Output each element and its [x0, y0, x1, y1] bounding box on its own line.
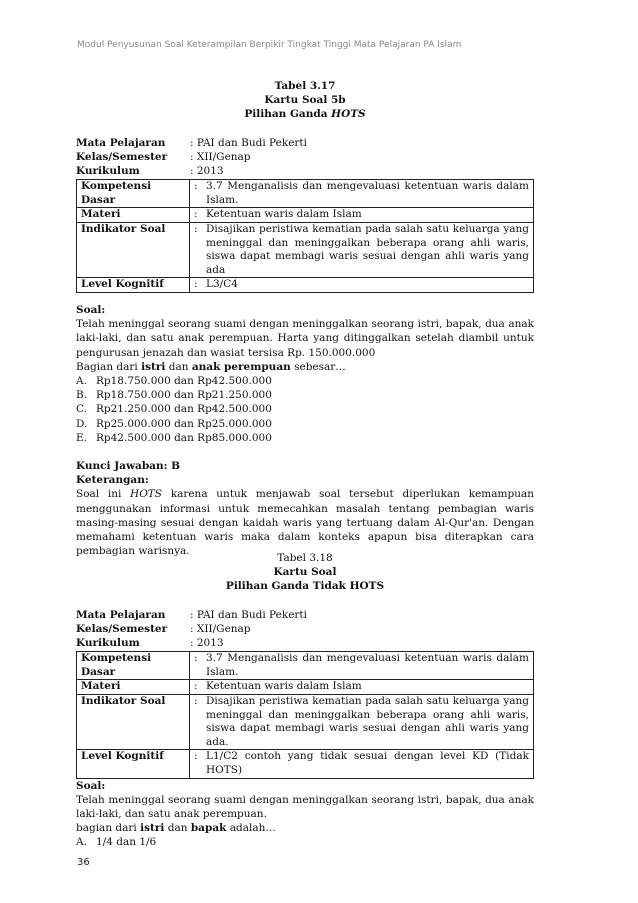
- soal-question: [76, 821, 534, 835]
- question-text: dan: [165, 360, 192, 373]
- question-emphasis: istri: [141, 360, 166, 373]
- page-number: 36: [77, 857, 90, 868]
- meta-key: Kelas/Semester: [76, 622, 168, 635]
- row-colon: :: [194, 278, 198, 291]
- row-value-cell: [190, 695, 534, 750]
- soal-text: Telah meninggal seorang suami dengan meninggalkan seorang istri, bapak, dua anak laki-laki, dan satu anak perempuan.: [76, 793, 534, 820]
- option-letter: D.: [76, 417, 88, 430]
- question-text: Bagian dari: [76, 360, 142, 373]
- row-value-cell: [190, 652, 534, 680]
- meta-value: : 2013: [190, 165, 224, 178]
- question-emphasis: istri: [140, 822, 165, 835]
- row-colon: :: [194, 680, 198, 693]
- option-text: Rp42.500.000 dan Rp85.000.000: [96, 431, 272, 444]
- row-colon: :: [194, 180, 198, 193]
- row-colon: :: [194, 652, 198, 665]
- table-number: Tabel 3.17: [274, 80, 336, 92]
- option-text: Rp18.750.000 dan Rp21.250.000: [96, 389, 272, 402]
- meta-key: Kurikulum: [76, 637, 140, 650]
- option-letter: E.: [76, 431, 88, 444]
- option-text: 1/4 dan 1/6: [96, 836, 157, 849]
- meta-key: Mata Pelajaran: [76, 608, 166, 621]
- row-label: Kompetensi Dasar: [77, 652, 190, 680]
- option-text: Rp18.750.000 dan Rp42.500.000: [96, 374, 272, 387]
- row-label: Materi: [77, 208, 190, 223]
- row-label: Level Kognitif: [77, 278, 190, 293]
- keterangan-part: Soal ini: [76, 488, 131, 501]
- question-text: sebesar…: [290, 360, 346, 373]
- question-text: dan: [164, 822, 191, 835]
- option-text: Rp21.250.000 dan Rp42.500.000: [96, 403, 272, 416]
- row-value: L1/C2 contoh yang tidak sesuai dengan level KD (Tidak HOTS): [206, 750, 529, 776]
- table-row: [77, 180, 534, 208]
- option-letter: B.: [76, 389, 88, 402]
- row-colon: :: [194, 695, 198, 707]
- table-subtitle: [76, 107, 534, 121]
- row-label: Indikator Soal: [77, 695, 190, 750]
- meta-key: Kelas/Semester: [76, 150, 168, 163]
- row-value-cell: [190, 180, 534, 208]
- option-letter: A.: [76, 374, 87, 387]
- row-value-cell: [190, 278, 534, 293]
- row-value: 3.7 Menganalisis dan mengevaluasi ketentuan waris dalam Islam.: [206, 180, 529, 206]
- kartu-soal-5b-section: [76, 79, 534, 558]
- row-colon: :: [194, 208, 198, 221]
- table-title: Kartu Soal: [273, 566, 337, 579]
- row-label: Level Kognitif: [77, 750, 190, 778]
- kartu-soal-table: [76, 179, 534, 293]
- keterangan-italic: HOTS: [130, 488, 162, 501]
- kartu-soal-tidak-hots-section: [76, 551, 534, 850]
- table-subtitle: Pilihan Ganda Tidak HOTS: [225, 580, 385, 593]
- meta-row: [76, 622, 534, 636]
- table-row: [77, 223, 534, 278]
- option-text: Rp25.000.000 dan Rp25.000.000: [96, 417, 272, 430]
- option-letter: C.: [76, 403, 87, 416]
- answer-option: [76, 835, 534, 849]
- table-row: [77, 652, 534, 680]
- question-text: bagian dari: [76, 822, 141, 835]
- row-value-cell: [190, 223, 534, 278]
- table-row: [77, 695, 534, 750]
- row-colon: :: [194, 750, 198, 763]
- meta-row: [76, 150, 534, 164]
- table-row: [77, 680, 534, 695]
- row-label: Kompetensi Dasar: [77, 180, 190, 208]
- answer-option: [76, 402, 534, 416]
- row-colon: :: [194, 223, 198, 235]
- table-title: Kartu Soal 5b: [264, 94, 346, 107]
- keterangan-label: Keterangan:: [76, 474, 149, 487]
- answer-option: [76, 431, 534, 445]
- table-row: [77, 208, 534, 223]
- question-text: adalah…: [226, 822, 276, 835]
- meta-row: [76, 608, 534, 622]
- meta-row: [76, 636, 534, 650]
- meta-key: Kurikulum: [76, 165, 140, 178]
- answer-key: Kunci Jawaban: B: [76, 460, 181, 472]
- row-label: Indikator Soal: [77, 223, 190, 278]
- question-emphasis: anak perempuan: [191, 360, 291, 373]
- meta-value: : 2013: [190, 637, 224, 650]
- meta-row: [76, 136, 534, 150]
- kartu-soal-table: [76, 651, 534, 778]
- row-value: Ketentuan waris dalam Islam: [206, 208, 362, 221]
- meta-value: : PAI dan Budi Pekerti: [190, 608, 308, 621]
- table-subtitle-italic: HOTS: [331, 108, 366, 121]
- answer-option: [76, 374, 534, 388]
- row-value: L3/C4: [206, 278, 238, 291]
- meta-row: [76, 164, 534, 178]
- row-label: Materi: [77, 680, 190, 695]
- row-value-cell: [190, 750, 534, 778]
- row-value-cell: [190, 680, 534, 695]
- option-letter: A.: [76, 836, 87, 849]
- running-header: Modul Penyusunan Soal Keterampilan Berpikir Tingkat Tinggi Mata Pelajaran PA Islam: [77, 40, 462, 50]
- soal-label: Soal:: [76, 303, 106, 316]
- answer-option: [76, 417, 534, 431]
- table-subtitle-text: Pilihan Ganda: [244, 108, 332, 121]
- meta-value: : XII/Genap: [190, 150, 251, 163]
- table-row: [77, 750, 534, 778]
- answer-option: [76, 388, 534, 402]
- table-number: Tabel 3.18: [277, 552, 333, 564]
- row-value: 3.7 Menganalisis dan mengevaluasi ketentuan waris dalam Islam.: [206, 652, 529, 678]
- soal-label: Soal:: [76, 779, 106, 792]
- row-value-cell: [190, 208, 534, 223]
- keterangan-part: karena untuk menjawab soal tersebut diperlukan kemampuan menggunakan informasi untuk memecahkan masalah tentang pembagian waris masing-masing sesuai dengan kaidah waris yang tertuang dalam Al-Qur'an. Dengan memahami ketentuan waris maka dalam konteks apapun bisa diterapkan cara pembagian warisnya.: [76, 488, 534, 558]
- meta-value: : PAI dan Budi Pekerti: [190, 136, 308, 149]
- table-row: [77, 278, 534, 293]
- soal-text: Telah meninggal seorang suami dengan meninggalkan seorang istri, bapak, dua anak laki-laki, dan satu anak perempuan. Harta yang ditinggalkan setelah diambil untuk pengurusan jenazah dan wasiat tersisa Rp. 150.000.000: [76, 318, 534, 359]
- keterangan-text: [76, 487, 534, 558]
- row-value: Ketentuan waris dalam Islam: [206, 680, 362, 693]
- soal-question: [76, 360, 534, 374]
- meta-value: : XII/Genap: [190, 622, 251, 635]
- question-emphasis: bapak: [190, 822, 227, 835]
- row-value: Disajikan peristiwa kematian pada salah satu keluarga yang meninggal dan meninggalkan beberapa orang ahli waris, siswa dapat membagi waris sesuai dengan ahli waris yang ada: [206, 223, 529, 276]
- meta-key: Mata Pelajaran: [76, 136, 166, 149]
- row-value: Disajikan peristiwa kematian pada salah satu keluarga yang meninggal dan meninggalkan beberapa orang ahli waris, siswa dapat membagi waris sesuai dengan ahli waris yang ada.: [206, 695, 529, 748]
